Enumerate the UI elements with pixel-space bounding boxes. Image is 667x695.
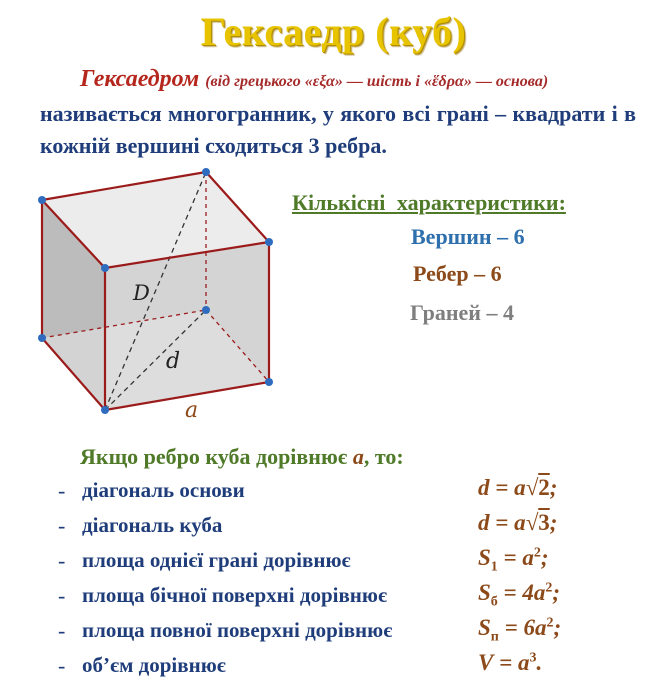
property-text: об’єм дорівнює: [82, 653, 226, 677]
list-item: [0, 475, 667, 512]
defined-term: Гексаедром: [80, 66, 200, 92]
vertex-dot: [202, 306, 210, 314]
vertex-dot: [38, 334, 46, 342]
condition-prefix: Якщо ребро куба дорівнює: [80, 444, 348, 469]
property-text: діагональ основи: [82, 478, 245, 502]
edges-count: Ребер – 6: [413, 261, 502, 286]
faces-count: Граней – 4: [410, 300, 514, 325]
intro-first-line: [80, 66, 548, 93]
property-formula: $S_п = 6a^2$;: [478, 615, 562, 645]
property-formula: d = a√3;: [478, 510, 558, 535]
list-item: [0, 650, 667, 687]
list-item: [0, 510, 667, 547]
property-text: площа однієї грані дорівнює: [82, 548, 351, 572]
property-formula: $S_1 = a^2$;: [478, 545, 549, 575]
property-text: діагональ куба: [82, 513, 223, 537]
condition-line: [80, 444, 404, 470]
etymology-note: (від грецького «εξα» — шість і «ἕδρα» — основа): [205, 73, 549, 90]
list-item: [0, 580, 667, 617]
vertex-dot: [101, 264, 109, 272]
property-formula: $S_б = 4a^2$;: [478, 580, 561, 610]
list-item: [0, 615, 667, 652]
vertex-dot: [265, 378, 273, 386]
label-d: d: [166, 349, 181, 374]
label-D: D: [133, 281, 150, 305]
list-dash: -: [58, 618, 66, 643]
property-text: площа бічної поверхні дорівнює: [82, 583, 388, 607]
list-dash: -: [58, 478, 66, 503]
list-dash: -: [58, 653, 66, 678]
property-formula: $V = a^3$.: [478, 650, 543, 675]
page-title: Гексаедр (куб): [200, 9, 467, 54]
label-a: a: [185, 398, 199, 422]
vertices-count: Вершин – 6: [411, 224, 525, 249]
characteristics-title: Кількісні характеристики:: [292, 190, 566, 215]
list-dash: -: [58, 513, 66, 538]
condition-var: a: [352, 444, 364, 469]
vertex-dot: [38, 196, 46, 204]
property-text: площа повної поверхні дорівнює: [82, 618, 393, 642]
definition-text: називається многогранник, у якого всі грані – квадрати і в кожній вершині сходиться 3 ребра.: [40, 101, 636, 158]
cube-figure: [20, 160, 290, 422]
list-dash: -: [58, 548, 66, 573]
vertex-dot: [202, 168, 210, 176]
property-formula: d = a√2;: [478, 475, 558, 500]
condition-suffix: , то:: [363, 444, 404, 469]
list-dash: -: [58, 583, 66, 608]
vertex-dot: [101, 406, 109, 414]
list-item: [0, 545, 667, 582]
vertex-dot: [265, 238, 273, 246]
